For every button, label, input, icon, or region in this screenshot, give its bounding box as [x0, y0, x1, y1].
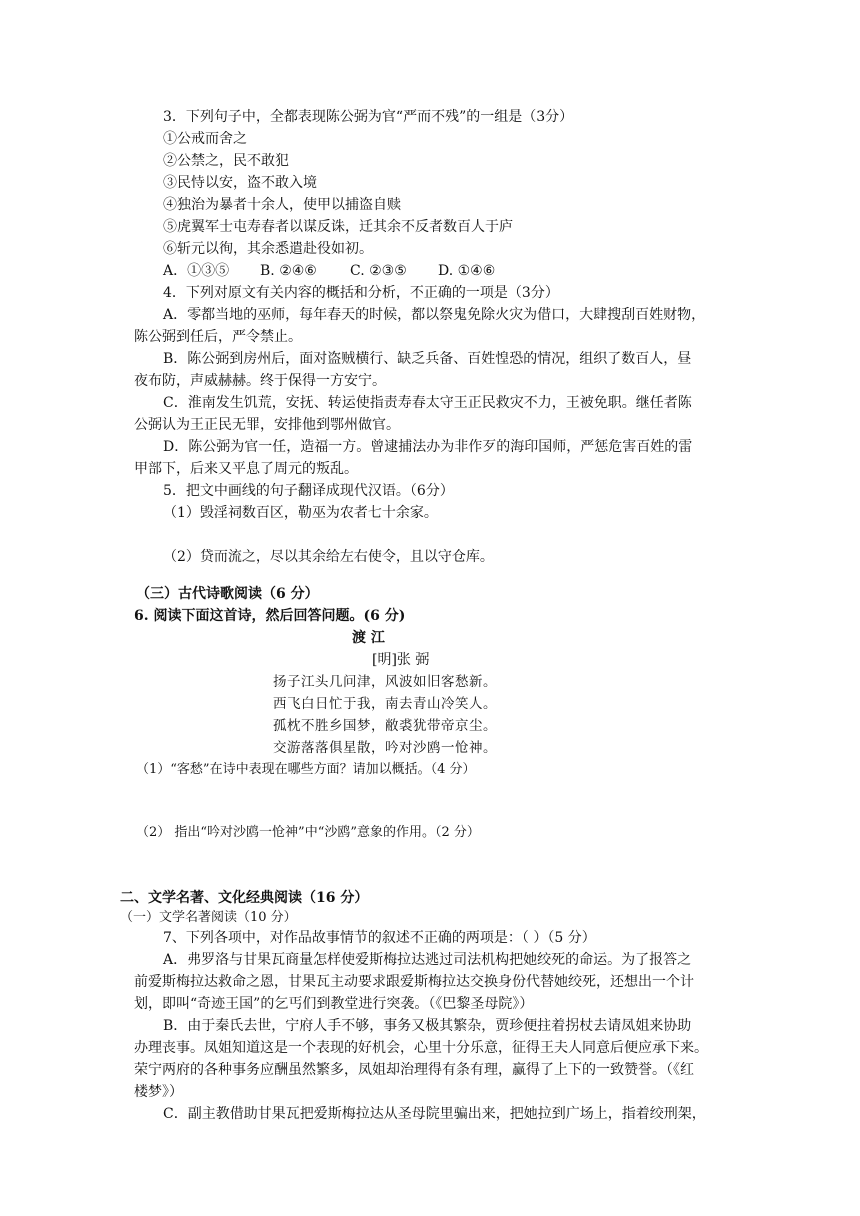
q7-option-b-line-1: B．由于秦氏去世，宁府人手不够，事务又极其繁杂，贾珍便拄着拐杖去请凤姐来协助	[163, 1018, 692, 1034]
q7-option-c-line-1: C．副主教借助甘果瓦把爱斯梅拉达从圣母院里骗出来，把她拉到广场上，指着绞刑架，	[163, 1106, 706, 1122]
q4-option-d-line-2: 甲部下，后来又平息了周元的叛乱。	[134, 461, 358, 477]
q6-sub-2: （2） 指出“吟对沙鸥一怆神”中“沙鸥”意象的作用。（2 分）	[136, 825, 480, 840]
poem-title: 渡 江	[352, 630, 385, 646]
poem-line-4: 交游落落俱星散，吟对沙鸥一怆神。	[273, 740, 497, 756]
part-2-subheading: （一）文学名著阅读（10 分）	[120, 910, 297, 925]
q4-option-c-line-1: C．淮南发生饥荒，安抚、转运使指责寿春太守王正民救灾不力，王被免职。继任者陈	[163, 395, 692, 411]
q4-option-a-line-1: A．零都当地的巫师，每年春天的时候，都以祭鬼免除火灾为借口，大肆搜刮百姓财物，	[163, 307, 706, 323]
q3-item-1: ①公戒而舍之	[163, 131, 247, 147]
poem-line-2: 西飞白日忙于我，南去青山冷笑人。	[273, 696, 497, 712]
q4-option-b-line-2: 夜布防，声威赫赫。终于保得一方安宁。	[134, 373, 386, 389]
q3-stem: 3．下列句子中，全都表现陈公弼为官“严而不残”的一组是（3分）	[163, 109, 574, 125]
section-3-heading: （三）古代诗歌阅读（6 分）	[136, 586, 319, 602]
q3-item-5: ⑤虎翼军士屯寿春者以谋反诛，迁其余不反者数百人于庐	[163, 219, 513, 235]
q7-option-a-line-1: A．弗罗洛与甘果瓦商量怎样使爱斯梅拉达逃过司法机构把她绞死的命运。为了报答之	[163, 952, 692, 968]
q3-option-a: A．①③⑤	[163, 263, 230, 279]
q7-stem: 7、下列各项中，对作品故事情节的叙述不正确的两项是：（ ）（5 分）	[163, 930, 596, 946]
q4-option-b-line-1: B．陈公弼到房州后，面对盗贼横行、缺乏兵备、百姓惶恐的情况，组织了数百人，昼	[163, 351, 692, 367]
q4-option-a-line-2: 陈公弼到任后，严令禁止。	[134, 329, 302, 345]
q7-option-a-line-2: 前爱斯梅拉达救命之恩，甘果瓦主动要求跟爱斯梅拉达交换身份代替她绞死，还想出一个计	[134, 974, 694, 990]
q7-option-b-line-3: 荣宁两府的各种事务应酬虽然繁多，凤姐却治理得有条有理，赢得了上下的一致赞誉。（《红	[134, 1062, 694, 1078]
q4-option-c-line-2: 公弼认为王正民无罪，安排他到鄂州做官。	[134, 417, 400, 433]
q6-sub-1: （1）“客愁”在诗中表现在哪些方面？请加以概括。（4 分）	[136, 762, 476, 777]
q4-option-d-line-1: D．陈公弼为官一任，造福一方。曾逮捕法办为非作歹的海印国师，严惩危害百姓的雷	[163, 439, 693, 455]
q7-option-a-line-3: 划，即叫“奇迹王国”的乞丐们到教堂进行突袭。（《巴黎圣母院》）	[134, 996, 534, 1012]
q3-item-3: ③民恃以安，盗不敢入境	[163, 175, 317, 191]
poem-line-1: 扬子江头几问津，风波如旧客愁新。	[273, 674, 497, 690]
poem-line-3: 孤枕不胜乡国梦，敝裘犹带帝京尘。	[273, 718, 497, 734]
q6-stem: 6. 阅读下面这首诗，然后回答问题。(6 分)	[134, 608, 406, 624]
q4-stem: 4．下列对原文有关内容的概括和分析，不正确的一项是（3分）	[163, 285, 559, 301]
q5-sentence-1: （1）毁淫祠数百区，勒巫为农者七十余家。	[163, 505, 438, 521]
q5-stem: 5．把文中画线的句子翻译成现代汉语。（6分）	[163, 483, 454, 499]
q7-option-b-line-4: 楼梦》）	[134, 1084, 183, 1100]
q3-item-6: ⑥斩元以徇，其余悉遣赴役如初。	[163, 241, 373, 257]
q3-option-d: D. ①④⑥	[438, 263, 496, 279]
q3-option-c: C. ②③⑤	[350, 263, 407, 279]
part-2-heading: 二、文学名著、文化经典阅读（16 分）	[120, 890, 369, 906]
q3-item-2: ②公禁之，民不敢犯	[163, 153, 289, 169]
q3-item-4: ④独治为暴者十余人，使甲以捕盗自赎	[163, 197, 401, 213]
q7-option-b-line-2: 办理丧事。凤姐知道这是一个表现的好机会，心里十分乐意，征得王夫人同意后便应承下来。	[134, 1040, 708, 1056]
poem-author: [明]张 弼	[372, 652, 430, 668]
q3-option-b: B. ②④⑥	[260, 263, 317, 279]
q5-sentence-2: （2）贷而流之，尽以其余给左右使令，且以守仓库。	[163, 549, 494, 565]
